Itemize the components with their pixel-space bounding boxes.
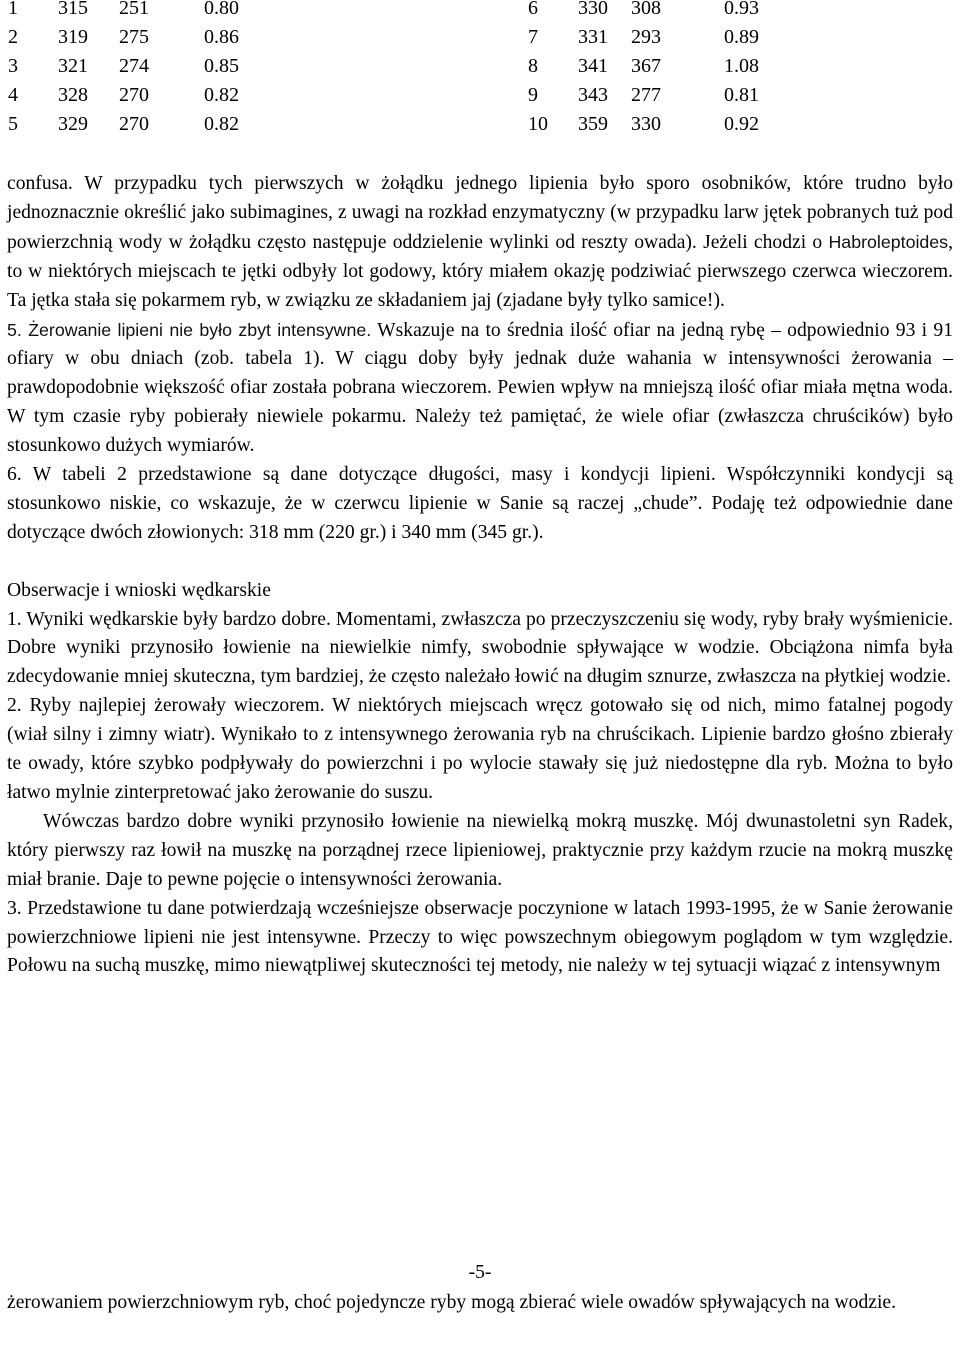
table-cell: 7 [528,26,538,48]
table-cell: 3 [8,55,18,77]
table-cell: 328 [58,84,88,106]
table-cell: 293 [631,26,661,48]
table-cell: 341 [578,55,608,77]
section-heading: Obserwacje i wnioski wędkarskie [7,579,271,601]
table-cell: 2 [8,26,18,48]
body-text [7,170,953,981]
table-cell: 321 [58,55,88,77]
paragraph-5: 5. Żerowanie lipieni nie było zbyt intensywne. Wskazuje na to średnia ilość ofiar na jedną rybę – odpowiednio 93 i 91 ofiary w obu dniach (zob. tabela 1). W ciągu doby były jednak duże wahania w intensywności żerowania – prawdopodobnie większość ofiar została pobrana wieczorem. Pewien wpływ na mniejszą ilość ofiar miała mętna woda. W tym czasie ryby pobierały niewiele pokarmu. Należy też pamiętać, że wiele ofiar (zwłaszcza chruścików) było stosunkowo dużych wymiarów. [7,319,954,457]
table-cell: 6 [528,0,538,19]
table-cell: 0.93 [724,0,759,19]
observation-1: 1. Wyniki wędkarskie były bardzo dobre. Momentami, zwłaszcza po przeczyszczeniu się wody, ryby brały wyśmienicie. Dobre wyniki przynosiło łowienie na niewielkie nimfy, swobodnie spływające w wodzie. Obciążona nimfa była zdecydowanie mniej skuteczna, tym bardziej, że często należało łowić na długim sznurze, zwłaszcza na płytkiej wodzie. [7,608,953,688]
table-cell: 270 [119,113,149,135]
table-cell: 359 [578,113,608,135]
table-cell: 0.81 [724,84,759,106]
table-cell: 277 [631,84,661,106]
page-number: -5- [468,1262,492,1283]
table-cell: 5 [8,113,18,135]
table-cell: 274 [119,55,149,77]
table-cell: 343 [578,84,608,106]
table-cell: 251 [119,0,149,19]
table-cell: 0.89 [724,26,759,48]
genus-name: Habroleptoides [828,231,949,252]
table-cell: 308 [631,0,661,19]
table-cell: 331 [578,26,608,48]
table-cell: 1 [8,0,18,19]
table-cell: 319 [58,26,88,48]
table-cell: 0.86 [204,26,239,48]
table-cell: 0.85 [204,55,239,77]
table-cell: 329 [58,113,88,135]
table-cell: 367 [631,55,661,77]
observation-2: 2. Ryby najlepiej żerowały wieczorem. W niektórych miejscach wręcz gotowało się od nich, mimo fatalnej pogody (wiał silny i zimny wiatr). Wynikało to z intensywnego żerowania ryb na chruścikach. Lipienie bardzo głośno zbierały te owady, które szybko podpływały do powierzchni i po wylocie stawały się już niedostępne dla ryb. Można to było łatwo mylnie zinterpretować jako żerowanie do suszu. [7,695,953,804]
table-cell: 0.82 [204,113,239,135]
table-cell: 275 [119,26,149,48]
continuation-text: żerowaniem powierzchniowym ryb, choć pojedyncze ryby mogą zbierać wiele owadów spływających na wodzie. [7,1292,896,1313]
table-cell: 0.80 [204,0,239,19]
table-cell: 315 [58,0,88,19]
table-cell: 330 [578,0,608,19]
table-cell: 10 [528,113,548,135]
table-cell: 330 [631,113,661,135]
paragraph-6: 6. W tabeli 2 przedstawione są dane dotyczące długości, masy i kondycji lipieni. Współczynniki kondycji są stosunkowo niskie, co wskazuje, że w czerwcu lipienie w Sanie są raczej „chude”. Podaję też odpowiednie dane dotyczące dwóch złowionych: 318 mm (220 gr.) i 340 mm (345 gr.). [7,464,953,543]
table-cell: 270 [119,84,149,106]
observation-2-continued: Wówczas bardzo dobre wyniki przynosiło łowienie na niewielką mokrą muszkę. Mój dwunastoletni syn Radek, który pierwszy raz łowił na muszkę na porządnej rzece lipieniowej, praktycznie przy każdym rzucie na mokrą muszkę miał branie. Daje to pewne pojęcie o intensywności żerowania. [7,810,953,890]
table-cell: 4 [8,84,18,106]
table-cell: 0.92 [724,113,759,135]
paragraph-confusa: confusa. W przypadku tych pierwszych w żołądku jednego lipienia było sporo osobników, które trudno było jednoznacznie określić jako subimagines, z uwagi na rozkład enzymatyczny (w przypadku larw jętek pobranych tuż pod powierzchnią wody w żołądku często następuje oddzielenie wylinki od reszty owada). Jeżeli chodzi o Habroleptoides, to w niektórych miejscach te jętki odbyły lot godowy, który miałem okazję podziwiać pierwszego czerwca wieczorem. Ta jętka stała się pokarmem ryb, w związku ze składaniem jaj (zjadane były tylko samice!). [7,173,953,311]
table-cell: 9 [528,84,538,106]
observation-3: 3. Przedstawione tu dane potwierdzają wcześniejsze obserwacje poczynione w latach 1993-1995, że w Sanie żerowanie powierzchniowe lipieni nie jest intensywne. Przeczy to więc powszechnym obiegowym poglądom w tym względzie. Połowu na suchą muszkę, mimo niewątpliwej skuteczności tej metody, nie należy w tej sytuacji wiązać z intensywnym [7,897,953,977]
table-cell: 0.82 [204,84,239,106]
table-cell: 1.08 [724,55,759,77]
table-cell: 8 [528,55,538,77]
